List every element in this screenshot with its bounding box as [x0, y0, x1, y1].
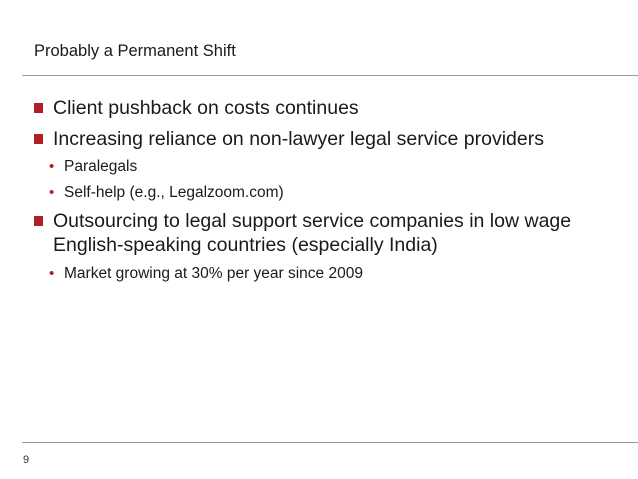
slide-title: Probably a Permanent Shift: [34, 42, 236, 60]
sub-bullet-text: Self-help (e.g., Legalzoom.com): [64, 184, 284, 201]
sub-bullet-text: Market growing at 30% per year since 2009: [64, 265, 363, 282]
dot-bullet-icon: •: [49, 184, 55, 201]
bullet-item: [33, 127, 623, 151]
bullet-list: [33, 96, 623, 284]
bullet-text: Client pushback on costs continues: [53, 97, 359, 119]
square-bullet-icon: [34, 134, 43, 144]
square-bullet-icon: [34, 216, 43, 226]
square-bullet-icon: [34, 103, 43, 113]
bullet-text: Increasing reliance on non-lawyer legal service providers: [53, 128, 544, 150]
bullet-item: [33, 209, 623, 257]
bullet-item: [33, 96, 623, 120]
sub-bullet-item: [33, 157, 623, 177]
dot-bullet-icon: •: [49, 265, 55, 282]
bullet-text: Outsourcing to legal support service companies in low wage English-speaking countries (especially India): [53, 210, 572, 256]
title-divider: [22, 75, 638, 76]
dot-bullet-icon: •: [49, 158, 55, 175]
page-number: 9: [23, 454, 30, 466]
footer-divider: [22, 442, 638, 443]
sub-bullet-text: Paralegals: [64, 158, 138, 175]
sub-bullet-item: [33, 183, 623, 203]
sub-bullet-item: [33, 264, 623, 284]
